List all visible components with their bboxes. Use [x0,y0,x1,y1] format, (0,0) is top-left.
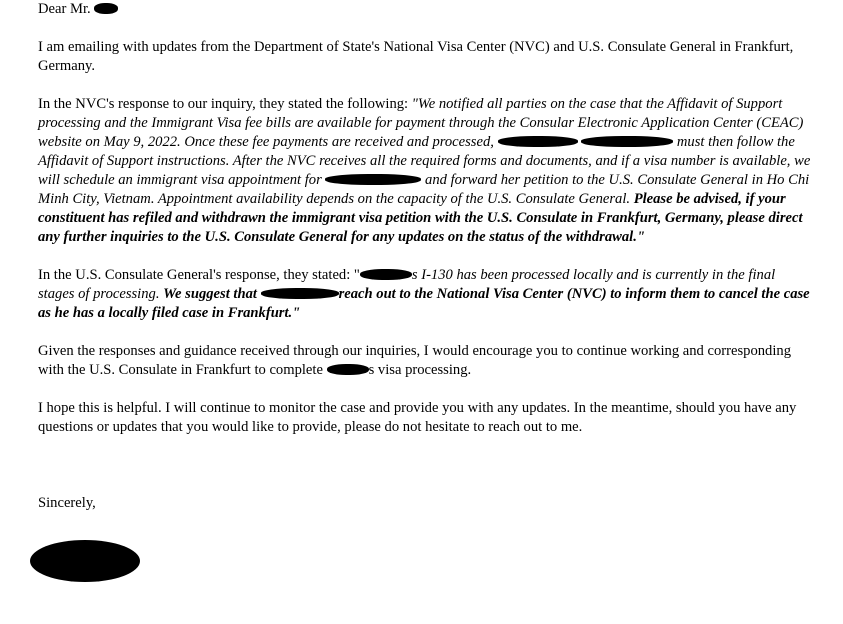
redacted-name [261,288,339,299]
redacted-name [581,136,673,147]
closing: Sincerely, [38,495,96,511]
redacted-name [94,3,118,14]
paragraph-5: I hope this is helpful. I will continue to monitor the case and provide you with any updates. In the meantime, should you have any questions or updates that you would like to provide, please do not hesitate to reach out to me. [38,400,797,435]
paragraph-1: I am emailing with updates from the Department of State's National Visa Center (NVC) and U.S. Consulate General in Frankfurt, Germany. [38,39,794,74]
greeting: Dear Mr. [38,0,813,19]
redacted-name [327,364,369,375]
redacted-signature [30,540,140,582]
paragraph-2: In the NVC's response to our inquiry, they stated the following: "We notified all parties on the case that the Affidavit of Support processing and the Immigrant Visa fee bills are available for payment through the Consular Electronic Application Center (CEAC) website on May 9, 2022. Once these fee payments are received and processed, must then follow the Affidavit of Support instructions. After the NVC receives all the required forms and documents, and if a visa number is available, we will schedule an immigrant visa appointment for and forward her petition to the U.S. Consulate General in Ho Chi Minh City, Vietnam. Appointment availability depends on the capacity of the U.S. Consulate General. Please be advised, if your constituent has refiled and withdrawn the immigrant visa petition with the U.S. Consulate in Frankfurt, Germany, please direct any further inquiries to the U.S. Consulate General for any updates on the status of the withdrawal." [38,96,811,245]
paragraph-4: Given the responses and guidance received through our inquiries, I would encourage you to continue working and corresponding with the U.S. Consulate in Frankfurt to complete s visa processing. [38,343,791,378]
letter-body [38,0,813,513]
redacted-name [325,174,421,185]
paragraph-3: In the U.S. Consulate General's response, they stated: " s I-130 has been processed locally and is currently in the final stages of processing. We suggest that reach out to the National Visa Center (NVC) to inform them to cancel the case as he has a locally filed case in Frankfurt." [38,267,810,321]
redacted-name [360,269,412,280]
redacted-name [498,136,578,147]
